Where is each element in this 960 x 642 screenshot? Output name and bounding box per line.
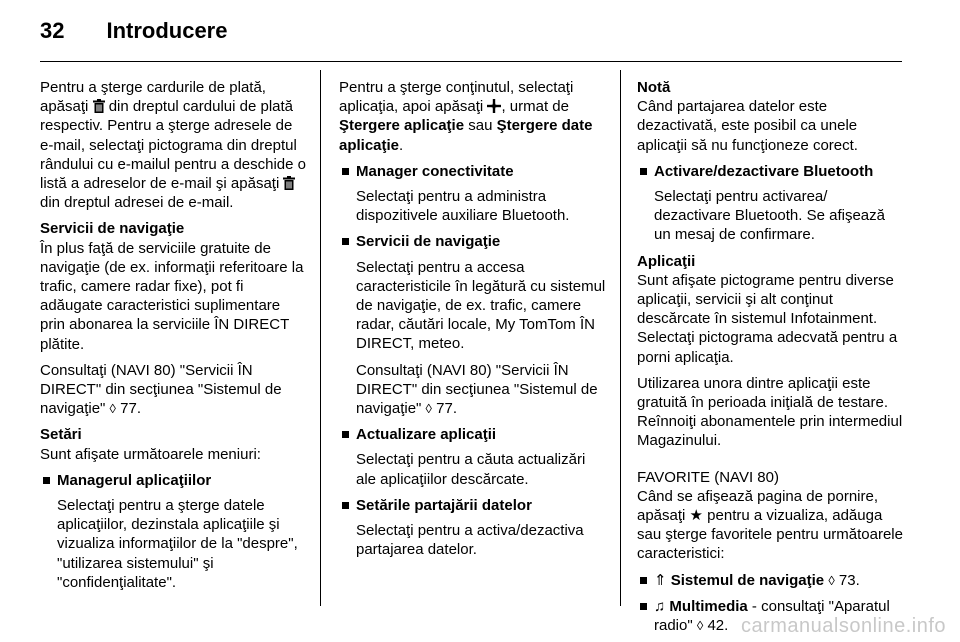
page-header: [40, 18, 227, 48]
favorites-body: Când se afişează pagina de pornire, apăsaţi ★ pentru a vizualiza, adăuga sau şterge favoritele pentru următoarele caracteristici:: [637, 487, 903, 563]
list-item-app-update: Actualizare aplicaţii Selectaţi pentru a căuta actualizări ale aplicaţiilor descărcate.: [339, 425, 607, 489]
page-number: 32: [40, 18, 65, 43]
apps-body: Sunt afişate pictograme pentru diverse aplicaţii, servicii şi alt conţinut descărcate în sistemul Infotainment. Selectaţi pictograma adecvată pentru a porni aplicaţia.: [637, 271, 898, 366]
settings-body: Sunt afişate următoarele meniuri:: [40, 445, 261, 463]
list-item-app-manager: Managerul aplicaţiilor Selectaţi pentru a şterge datele aplicaţiilor, dezinstala aplicaţiile şi vizualiza informaţiilor de la "despre", "utilizarea sistemului" şi "confidenţialitate".: [40, 471, 308, 592]
bullet-square-icon: [640, 603, 647, 610]
column-2: [339, 78, 607, 566]
music-note-icon: ♫: [654, 597, 666, 615]
list-item-navigation-services: Servicii de navigaţie Selectaţi pentru a accesa caracteristicile în legătură cu sistemul de navigaţie, de ex. trafic, camere radar, căutări locale, My TomTom ÎN DIRECT, meteo. Consultaţi (NAVI 80) "Servicii ÎN DIRECT" din secţiunea "Sistemul de navigaţie" ◊ 77.: [339, 232, 607, 418]
apps-heading: Aplicaţii: [637, 252, 696, 270]
list-item-fav-multimedia: ♫ Multimedia - consultaţi "Aparatul radio" ◊ 42.: [637, 597, 905, 635]
star-icon: ★: [689, 507, 703, 525]
trash-icon: [283, 176, 295, 190]
navigation-arrow-icon: ⇑: [654, 571, 667, 589]
list-item-bluetooth-toggle: Activare/dezactivare Bluetooth Selectaţi pentru activarea/ dezactivare Bluetooth. Se afişează un mesaj de confirmare.: [637, 162, 905, 245]
page-reference-icon: ◊: [828, 572, 835, 588]
plus-icon: [487, 99, 501, 113]
bullet-square-icon: [342, 502, 349, 509]
nav-services-heading: Servicii de navigaţie: [40, 220, 185, 238]
column-1: [40, 78, 308, 599]
page-reference-icon: ◊: [696, 618, 704, 634]
note-heading: Notă: [637, 79, 671, 96]
page-title: Introducere: [106, 18, 228, 43]
settings-heading: Setări: [40, 426, 82, 444]
page-reference-icon: ◊: [425, 401, 432, 417]
favorites-heading: FAVORITE (NAVI 80): [637, 468, 779, 486]
delete-content-paragraph: Pentru a şterge conţinutul, selectaţi aplicaţia, apoi apăsaţi , urmat de Ştergere aplicaţie sau Ştergere date aplicaţie.: [339, 79, 593, 154]
watermark: carmanualsonline.info: [740, 615, 946, 637]
note-body: Când partajarea datelor este dezactivată, este posibil ca unele aplicaţii să nu funcţioneze corect.: [637, 98, 858, 154]
apps-trial: Utilizarea unora dintre aplicaţii este gratuită în perioada iniţială de testare. Reînnoiţi abonamentele prin intermediul Magazinului.: [637, 374, 903, 450]
column-divider-2: [620, 70, 621, 606]
column-divider-1: [320, 70, 321, 606]
list-item-connectivity-manager: Manager conectivitate Selectaţi pentru a administra dispozitivele auxiliare Bluetooth.: [339, 162, 607, 226]
bullet-square-icon: [342, 431, 349, 438]
nav-services-body: În plus faţă de serviciile gratuite de navigaţie (de ex. informaţii referitoare la trafic, camere radar fixe), pot fi adăugate caracteristici suplimentare prin abonarea la serviciile ÎN DIRECT plătite.: [40, 239, 304, 353]
delete-cards-paragraph: Pentru a şterge cardurile de plată, apăsaţi din dreptul cardului de plată respectiv. Pentru a şterge adresele de e-mail, selectaţi pictograma din dreptul rândului cu e-mailul pentru a deschide o listă a adreselor de e-mail şi apăsaţi din dreptul adresei de e-mail.: [40, 79, 306, 212]
trash-icon: [93, 99, 105, 113]
list-item-fav-navigation: ⇑ Sistemul de navigaţie ◊ 73.: [637, 571, 905, 590]
header-rule: [40, 61, 902, 62]
bullet-square-icon: [43, 477, 50, 484]
nav-services-reference: Consultaţi (NAVI 80) "Servicii ÎN DIRECT" din secţiunea "Sistemul de navigaţie" ◊ 77.: [40, 361, 282, 418]
bullet-square-icon: [640, 577, 647, 584]
bullet-square-icon: [640, 168, 647, 175]
bullet-square-icon: [342, 168, 349, 175]
page-reference-icon: ◊: [109, 401, 116, 417]
list-item-data-sharing: Setările partajării datelor Selectaţi pentru a activa/dezactiva partajarea datelor.: [339, 496, 607, 560]
bullet-square-icon: [342, 238, 349, 245]
column-3: [637, 78, 905, 642]
